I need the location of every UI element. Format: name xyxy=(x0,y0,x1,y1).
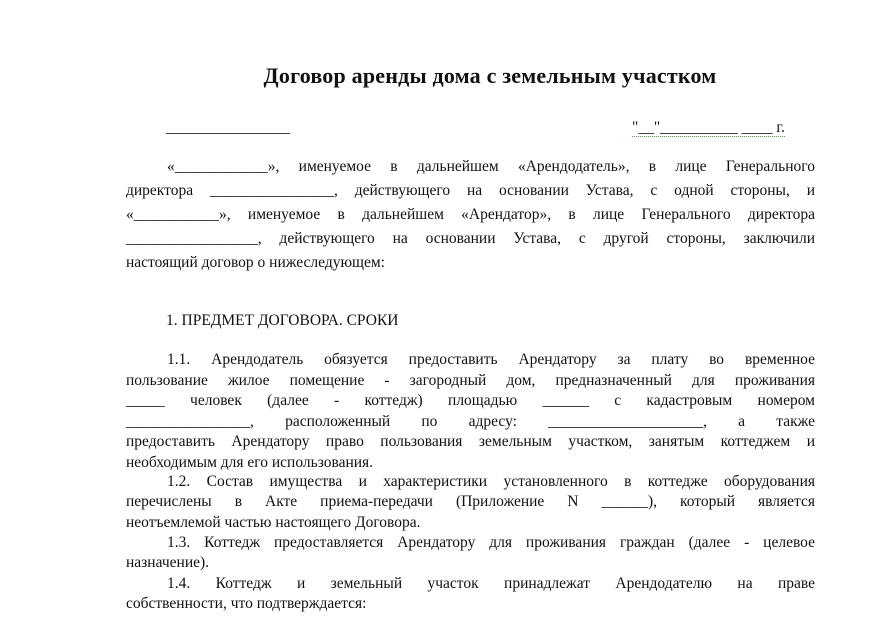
date-line xyxy=(632,118,785,138)
preamble-line: «___________», именуемое в дальнейшем «Арендатор», в лице Генерального директора xyxy=(126,206,815,223)
preamble-line: _________________, действующего на основании Устава, с другой стороны, заключили xyxy=(126,230,815,247)
clause-line: _____ человек (далее - коттедж) площадью ______ с кадастровым номером xyxy=(126,392,815,409)
preamble-line: директора ________________, действующего на основании Устава, с одной стороны, и xyxy=(126,182,815,199)
clause-line: 1.1. Арендодатель обязуется предоставить Арендатору за плату во временное xyxy=(167,351,815,368)
preamble-line: настоящий договор о нижеследующем: xyxy=(126,254,385,271)
clause-line: предоставить Арендатору право пользования земельным участком, занятым коттеджем и xyxy=(126,433,815,450)
section-heading: 1. ПРЕДМЕТ ДОГОВОРА. СРОКИ xyxy=(166,312,399,329)
clause-line: 1.4. Коттедж и земельный участок принадлежат Арендодателю на праве xyxy=(167,575,815,592)
clause-line: 1.3. Коттедж предоставляется Арендатору для проживания граждан (далее - целевое xyxy=(167,534,815,551)
clause-line: собственности, что подтверждается: xyxy=(126,595,367,612)
place-blank: ________________ xyxy=(166,119,290,136)
clause-line: необходимым для его использования. xyxy=(126,454,374,471)
clause-line: назначение). xyxy=(126,554,210,571)
date-text: "__"__________ ____ г. xyxy=(632,119,785,136)
clause-line: неотъемлемой частью настоящего Договора. xyxy=(126,514,421,531)
clause-line: пользование жилое помещение - загородный дом, предназначенный для проживания xyxy=(126,372,815,389)
clause-line: перечислены в Акте приема-передачи (Приложение N ______), который является xyxy=(126,493,815,510)
document-title: Договор аренды дома с земельным участком xyxy=(263,63,717,88)
preamble-line: «____________», именуемое в дальнейшем «Арендодатель», в лице Генерального xyxy=(167,158,815,175)
clause-line: 1.2. Состав имущества и характеристики установленного в коттедже оборудования xyxy=(167,473,815,490)
clause-line: ________________, расположенный по адресу: ____________________, а также xyxy=(126,413,815,430)
